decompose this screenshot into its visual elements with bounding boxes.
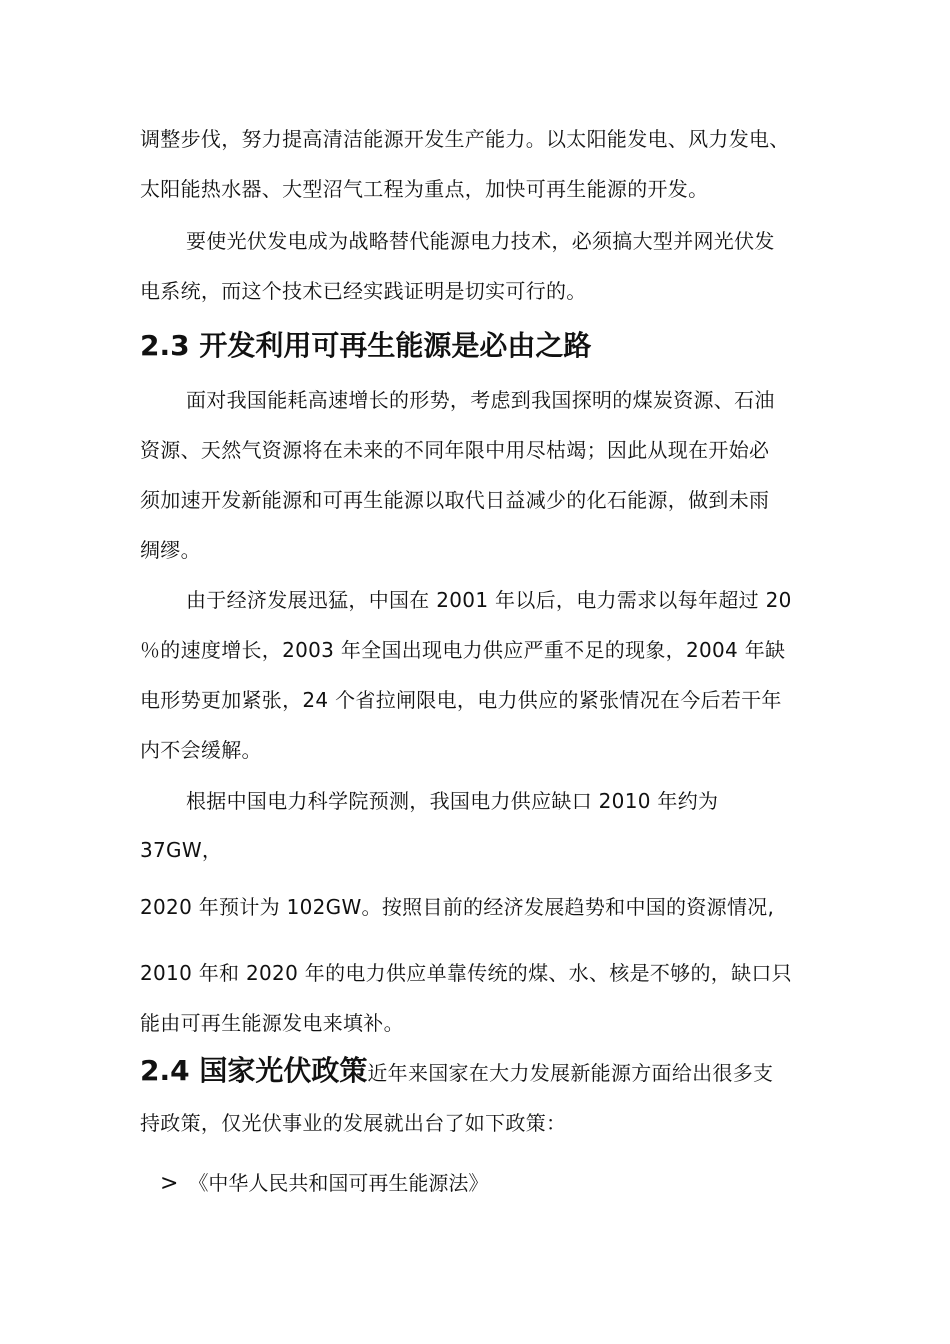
section-heading-2-4: 2.4 国家光伏政策 [140, 1054, 368, 1087]
section-heading-2-4-row [140, 1053, 773, 1093]
paragraph-line: 要使光伏发电成为战略替代能源电力技术，必须搞大型并网光伏发 [186, 229, 775, 253]
paragraph-line: 由于经济发展迅猛，中国在 2001 年以后，电力需求以每年超过 20 [186, 588, 792, 612]
paragraph-line: 内不会缓解。 [140, 738, 262, 762]
paragraph-inline-text: 近年来国家在大力发展新能源方面给出很多支 [367, 1061, 774, 1085]
paragraph-line: ％的速度增长，2003 年全国出现电力供应严重不足的现象，2004 年缺 [140, 638, 786, 662]
paragraph-line: 太阳能热水器、大型沼气工程为重点，加快可再生能源的开发。 [140, 177, 709, 201]
paragraph-line: 电系统，而这个技术已经实践证明是切实可行的。 [140, 279, 587, 303]
paragraph-line: 资源、天然气资源将在未来的不同年限中用尽枯竭；因此从现在开始必 [140, 438, 770, 462]
paragraph-line: 绸缪。 [140, 538, 201, 562]
paragraph-line: 调整步伐，努力提高清洁能源开发生产能力。以太阳能发电、风力发电、 [140, 127, 790, 151]
paragraph-line: 2010 年和 2020 年的电力供应单靠传统的煤、水、核是不够的，缺口只 [140, 961, 792, 985]
paragraph-line: 持政策，仅光伏事业的发展就出台了如下政策： [140, 1111, 567, 1135]
paragraph-line: 面对我国能耗高速增长的形势，考虑到我国探明的煤炭资源、石油 [186, 388, 775, 412]
section-heading-2-3: 2.3 开发利用可再生能源是必由之路 [140, 329, 592, 362]
list-item [160, 1168, 488, 1199]
paragraph-line: 37GW， [140, 838, 223, 862]
chevron-right-icon: > [160, 1171, 179, 1196]
paragraph-line: 能由可再生能源发电来填补。 [140, 1011, 404, 1035]
paragraph-line: 2020 年预计为 102GW。按照目前的经济发展趋势和中国的资源情况, [140, 895, 775, 919]
paragraph-line: 须加速开发新能源和可再生能源以取代日益减少的化石能源，做到未雨 [140, 488, 770, 512]
paragraph-line: 电形势更加紧张，24 个省拉闸限电，电力供应的紧张情况在今后若干年 [140, 688, 782, 712]
list-item-text: 《中华人民共和国可再生能源法》 [188, 1171, 489, 1195]
paragraph-line: 根据中国电力科学院预测，我国电力供应缺口 2010 年约为 [186, 789, 719, 813]
